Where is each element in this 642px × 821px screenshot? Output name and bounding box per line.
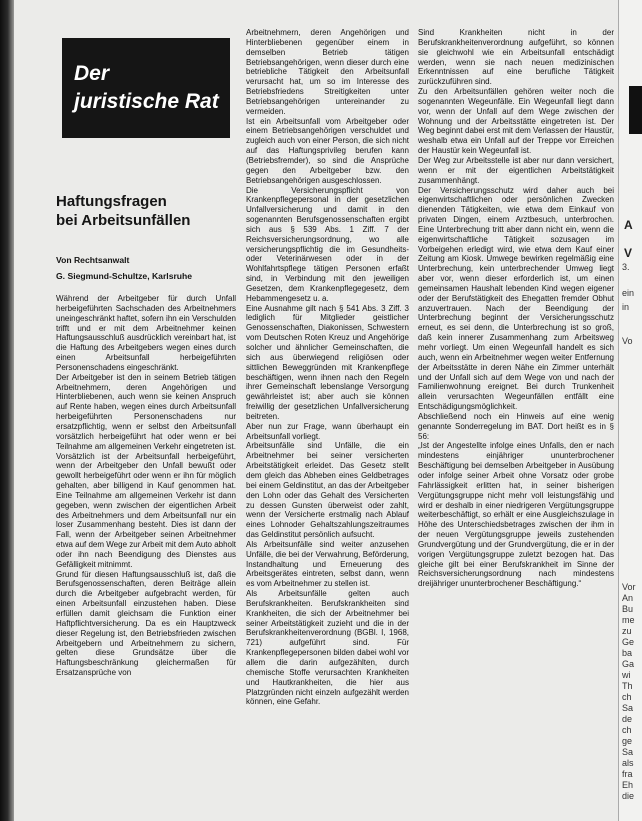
edge-fragment: An: [622, 593, 634, 603]
paragraph: Eine Ausnahme gilt nach § 541 Abs. 3 Ziff. 3 lediglich für Mitglieder geistlicher Genossenschaften, Diakonissen, Schwestern vom Deutschen Roten Kreuz und Angehörige solcher und ähnlicher Gemeinschaften, die sich aus überwiegend religiösen oder sittlichen Beweggründen mit Krankenpflege beschäftigen, wenn ihnen nach den Regeln ihrer Gemeinschaft lebenslange Versorgung gewährleistet ist; aber auch sie können freiwillig der gesetzlichen Unfallversicherung beitreten.: [246, 303, 409, 421]
paragraph: Als Arbeitsunfälle sind weiter anzusehen Unfälle, die bei der Verwahrung, Beförderung, Instandhaltung und Erneuerung des Arbeitsgerätes eintreten, selbst dann, wenn es vom Arbeitnehmer zu stellen ist.: [246, 539, 409, 589]
section-banner: [62, 38, 230, 138]
edge-fragment: de: [622, 714, 633, 724]
edge-fragment: als: [622, 758, 634, 768]
paragraph: Zu den Arbeitsunfällen gehören weiter noch die sogenannten Wegeunfälle. Ein Wegeunfall liegt dann vor, wenn der Unfall auf dem Wege zwischen der Wohnung und der Arbeitsstätte eingetreten ist. Der Weg beginnt dabei erst mit dem Verlassen der Haustür, weshalb etwa ein Unfall auf der Treppe vor Erreichen der Haustür kein Wegeunfall ist.: [418, 87, 614, 156]
paragraph: Arbeitsunfälle sind Unfälle, die ein Arbeitnehmer bei seiner versicherten Arbeitstätigkeit erleidet. Das Gesetz stellt dem gleich das Abheben eines Geldbetrages bei einem Geldinstitut, an das der Arbeitgeber den Lohn oder das Gehalt des Versicherten zu dessen Gunsten überweist oder zahlt, wenn der Versicherte erstmalig nach Ablauf eines Lohnoder Gehaltszahlungszeitraumes das Geldinstitut persönlich aufsucht.: [246, 441, 409, 540]
author-line-2: G. Siegmund-Schultze, Karlsruhe: [56, 271, 193, 281]
edge-fragment: Ge: [622, 637, 635, 647]
edge-fragment: Bu: [622, 604, 634, 614]
edge-fragment: fra: [622, 769, 633, 779]
edge-fragment: Ga: [622, 659, 635, 669]
edge-letter-a: A: [624, 218, 633, 232]
edge-fragment: Th: [622, 681, 633, 691]
edge-fragment: in: [622, 302, 630, 312]
edge-letter-v: V: [624, 246, 633, 260]
article-title: [56, 192, 231, 230]
edge-fragment: Sa: [622, 747, 634, 757]
edge-fragment: ba: [622, 648, 633, 658]
banner-line-1: Der: [74, 62, 110, 85]
text-column-2: [246, 28, 409, 812]
paragraph: Ist ein Arbeitsunfall vom Arbeitgeber oder einem Betriebsangehörigen verschuldet und zugleich auch von einer Person, die sich nicht auf das Haftungsprivileg berufen kann (Betriebsfremder), so sind die Ansprüche gegen den Arbeitgeber bzw. den Betriebsangehörigen ausgeschlossen.: [246, 116, 409, 185]
edge-fragment: Vo: [622, 336, 633, 346]
edge-fragment: me: [622, 615, 635, 625]
paragraph: Die Versicherungspflicht von Krankenpflegepersonal in der gesetzlichen Unfallversicherung und damit in den sogenannten Berufsgenossenschaften ergibt sich aus § 539 Abs. 1 Ziff. 7 der Reichsversicherungsordnung, wo alle versicherungspflichtig die im Gesundheits- oder Veterinärwesen oder in der Wohlfahrtspflege tätigen Personen erfaßt sind, in Verbindung mit den jeweiligen Gesetzen, dem Krankenpflegegesetz, dem Hebammengesetz u. a.: [246, 185, 409, 303]
text-column-1: [56, 294, 236, 812]
edge-fragment: ein: [622, 288, 635, 298]
paragraph: Als Arbeitsunfälle gelten auch Berufskrankheiten. Berufskrankheiten sind Krankheiten, die sich der Arbeitnehmer bei seiner Arbeitstätigkeit zuzieht und die in der Berufskrankheitenverordnung (BGBl. I, 1968, 721) aufgeführt sind. Für Krankenpflegepersonen bilden dabei wohl vor allem die darin aufgezählten, durch chemische Stoffe verursachten Krankheiten und Hautkrankheiten, die hier aus Platzgründen nicht einzeln aufgezählt werden können, eine Gefahr.: [246, 589, 409, 707]
edge-fragment: ge: [622, 736, 633, 746]
next-page-edge: [618, 0, 642, 821]
paragraph: Der Arbeitgeber ist den in seinem Betrieb tätigen Arbeitnehmern, deren Angehörigen und Hinterbliebenen, auch wenn sie keinen Anspruch auf Rente haben, wegen eines durch Arbeitsunfall herbeigeführten Personenschadens nur ersatzpflichtig, wenn er selbst den Arbeitsunfall vorsätzlich herbeigeführt hat oder wenn er bei Teilnahme am allgemeinen Verkehr eingetreten ist. Vorsätzlich ist der Arbeitsunfall herbeigeführt, wenn der Arbeitgeber den Unfall bewußt oder gewollt herbeigeführt oder wenn er ihn für möglich gehalten, aber billigend in Kauf genommen hat. Eine Teilnahme am allgemeinen Verkehr ist dann gegeben, wenn zwischen der eigentlichen Arbeit des Arbeitnehmers und dem Arbeitsunfall nur ein loser Zusammenhang besteht. Dies ist dann der Fall, wenn der Arbeitgeber seinen Arbeitnehmer etwa auf dem Wege zur Arbeit mit dem Auto abholt oder ihn nach Beendigung des Dienstes aus Gefälligkeit mitnimmt.: [56, 372, 236, 569]
edge-fragment: die: [622, 791, 635, 801]
edge-fragment: ch: [622, 725, 632, 735]
author-byline: [56, 252, 236, 284]
author-line-1: Von Rechtsanwalt: [56, 255, 130, 265]
edge-fragment: Sa: [622, 703, 634, 713]
paragraph: „Ist der Angestellte infolge eines Unfalls, den er nach mindestens einjähriger ununterbrochener Beschäftigung bei demselben Arbeitgeber in Ausübung oder infolge seiner Arbeit ohne Vorsatz oder grobe Fahrlässigkeit erlitten hat, in seiner bisherigen Vergütungsgruppe nicht mehr voll leistungsfähig und wird er deshalb in einer niedrigeren Vergütungsgruppe weiterbeschäftigt, so erhält er eine Ausgleichszulage in Höhe des Unterschiedsbetrages zwischen der ihm in der neuen Vergütungsgruppe jeweils zustehenden Grundvergütung und der Grundvergütung, die er in der vorigen Vergütungsgruppe zuletzt bezogen hat. Das gleiche gilt bei einer Berufskrankheit im Sinne der Reichsversicherungsordnung nach mindestens dreijähriger ununterbrochener Beschäftigung.“: [418, 441, 614, 589]
edge-fragment: Vor: [622, 582, 636, 592]
edge-fragment: wi: [622, 670, 631, 680]
paragraph: Aber nun zur Frage, wann überhaupt ein Arbeitsunfall vorliegt.: [246, 421, 409, 441]
text-column-3: [418, 28, 614, 812]
edge-fragment: zu: [622, 626, 632, 636]
edge-number: 3.: [622, 262, 630, 272]
paragraph: Abschließend noch ein Hinweis auf eine wenig genannte Sonderregelung im BAT. Dort heißt es in § 56:: [418, 411, 614, 441]
edge-black-tab: [629, 86, 642, 134]
edge-fragment: ch: [622, 692, 632, 702]
book-binding-shadow: [0, 0, 14, 821]
banner-line-2: juristische Rat: [74, 90, 219, 113]
edge-fragment: Eh: [622, 780, 634, 790]
paragraph: Sind Krankheiten nicht in der Berufskrankheitenverordnung aufgeführt, so können sie gleichwohl wie ein Arbeitsunfall entschädigt werden, wenn sie nach neuen medizinischen Erkenntnissen auf eine berufliche Tätigkeit zurückzuführen sind.: [418, 28, 614, 87]
paragraph: Der Weg zur Arbeitsstelle ist aber nur dann versichert, wenn er mit der eigentlichen Arbeitstätigkeit zusammenhängt.: [418, 155, 614, 185]
title-line-1: Haftungsfragen: [56, 193, 167, 210]
paragraph: Grund für diesen Haftungsausschluß ist, daß die Berufsgenossenschaften, deren Beiträge allein durch die Arbeitgeber aufgebracht werden, für einen Arbeitsunfall einzustehen haben. Diese erfüllen damit gleichsam die Funktion einer Haftpflichtversicherung. Da es ein Hauptzweck dieser Regelung ist, den Betriebsfrieden zwischen Arbeitgebern und Arbeitnehmern zu sichern, gelten diese Grundsätze über die Haftungsbeschränkung gleichermaßen für Ersatzansprüche von: [56, 569, 236, 678]
paragraph: Arbeitnehmern, deren Angehörigen und Hinterbliebenen gegenüber einem in demselben Betrieb tätigen Betriebsangehörigen, wenn dieser durch eine betriebliche Tätigkeit den Arbeitsunfall verursacht hat, um so im Interesse des Betriebsfriedens Streitigkeiten unter Betriebsangehörigen untereinander zu vermeiden.: [246, 28, 409, 116]
paragraph: Der Versicherungsschutz wird daher auch bei eigenwirtschaftlichen oder persönlichen Zwecken dienenden Tätigkeiten, wie etwa dem Einkauf von privaten Dingen, einem Arztbesuch, unterbrochen. Eine Unterbrechung tritt aber dann nicht ein, wenn die eigenwirtschaftliche Tätigkeit sozusagen im Vorbeigehen erledigt wird, wie etwa dem Kauf einer Zeitung am Kiosk. Umwege bewirken regelmäßig eine Unterbrechung, kein unterbrechender Umweg liegt aber vor, wenn dieser erforderlich ist, um einen gemeinsamen Haushalt lebenden Kind wegen eigener oder der Berufstätigkeit des Ehegatten fremder Obhut anzuvertrauen. Nach der Beendigung der Unterbrechung beginnt der Versicherungsschutz erneut, es sei denn, die Unterbrechung ist so groß, daß kein innerer Zusammenhang zum Arbeitsweg mehr vorliegt. Um einen Wegeunfall handelt es sich auch, wenn ein Arbeitnehmer wegen weiter Entfernung der Arbeitsstätte in deren Nähe ein Zimmer unterhält und der Unfall sich auf dem Wege von und nach der Familienwohnung ereignet. Bei durch Trunkenheit allein verursachten Wegeunfällen entfällt eine Entschädigungsmöglichkeit.: [418, 185, 614, 412]
title-line-2: bei Arbeitsunfällen: [56, 212, 191, 229]
paragraph: Während der Arbeitgeber für durch Unfall herbeigeführten Sachschaden des Arbeitnehmers uneingeschränkt haftet, sofern ihn ein Verschulden trifft und er mit dem Arbeitnehmer keinen Haftungsausschluß ausdrücklich vereinbart hat, ist die Haftung des Arbeitgebers wegen eines durch einen Arbeitsunfall herbeigeführten Personenschadens eingeschränkt.: [56, 294, 236, 372]
